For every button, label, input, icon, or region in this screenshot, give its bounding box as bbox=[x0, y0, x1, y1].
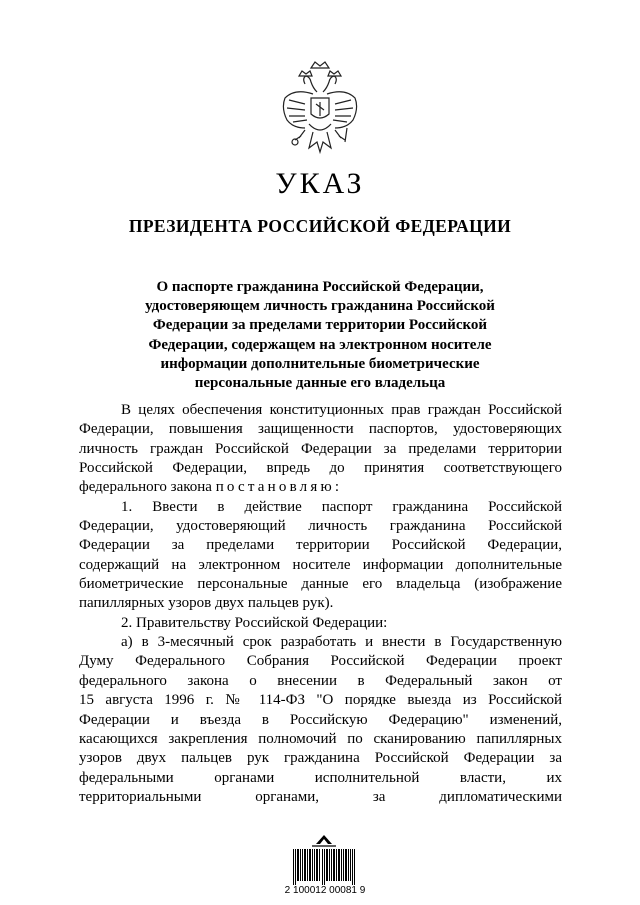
barcode-number: 2 100012 00081 9 bbox=[284, 885, 366, 896]
paragraph-2a-line: Федерации и въезда в Российскую Федерацию" изменений, bbox=[79, 711, 562, 728]
intro-prefix: федерального закона bbox=[79, 479, 216, 496]
paragraph-2a-line: касающихся закрепления полномочий по сканированию папиллярных bbox=[79, 730, 562, 747]
barcode-logo-icon bbox=[310, 832, 338, 848]
heading-line: удостоверяющем личность гражданина Российской bbox=[145, 298, 495, 315]
paragraph-1-line: содержащий на электронном носителе информации дополнительные bbox=[79, 556, 562, 573]
paragraph-1-line: биометрические персональные данные его владельца (изображение bbox=[79, 576, 562, 593]
intro-line: Федерации, повышения защищенности паспортов, удостоверяющих bbox=[79, 421, 562, 438]
coat-of-arms-emblem bbox=[275, 58, 365, 158]
resolution-word: постановляю: bbox=[215, 479, 343, 496]
decree-body bbox=[79, 401, 562, 807]
heading-line: Федерации, содержащем на электронном носителе bbox=[148, 336, 492, 353]
intro-line: Российской Федерации, впредь до принятия соответствующего bbox=[79, 460, 562, 477]
paragraph-2a-line: а) в 3-месячный срок разработать и внести в Государственную bbox=[121, 634, 562, 651]
barcode-bars bbox=[293, 849, 355, 885]
paragraph-2a-line: федеральными органами исполнительной власти, их bbox=[79, 769, 562, 786]
paragraph-2a-line: федерального закона о внесении в Федеральный закон от bbox=[79, 672, 562, 689]
intro-line: личность граждан Российской Федерации за пределами территории bbox=[79, 440, 562, 457]
decree-heading bbox=[110, 278, 530, 393]
heading-line: Федерации за пределами территории Российской bbox=[152, 317, 488, 334]
paragraph-1-line: папиллярных узоров двух пальцев рук). bbox=[79, 595, 334, 612]
paragraph-1-line: Федерации за пределами территории Российской Федерации, bbox=[79, 537, 562, 554]
paragraph-1-line: 1. Ввести в действие паспорт гражданина Российской bbox=[121, 498, 562, 515]
intro-line: В целях обеспечения конституционных прав граждан Российской bbox=[121, 402, 562, 418]
heading-line: персональные данные его владельца bbox=[194, 375, 446, 392]
paragraph-2a-line: узоров двух пальцев рук гражданина Российской Федерации за bbox=[79, 750, 562, 767]
paragraph-2-line: 2. Правительству Российской Федерации: bbox=[121, 614, 388, 631]
paragraph-2a-line: Думу Федерального Собрания Российской Федерации проект bbox=[79, 653, 562, 670]
heading-line: информации дополнительные биометрические bbox=[160, 355, 480, 372]
document-title: УКАЗ bbox=[275, 167, 365, 200]
document-subtitle: ПРЕЗИДЕНТА РОССИЙСКОЙ ФЕДЕРАЦИИ bbox=[128, 216, 512, 236]
paragraph-1-line: Федерации, удостоверяющий личность гражданина Российской bbox=[79, 518, 562, 535]
intro-line-last bbox=[79, 478, 562, 497]
paragraph-2a-line: территориальными органами, за дипломатическими bbox=[79, 788, 562, 805]
paragraph-2a-line: 15 августа 1996 г. № 114-ФЗ "О порядке выезда из Российской bbox=[79, 692, 562, 709]
heading-line: О паспорте гражданина Российской Федерации, bbox=[156, 279, 484, 295]
barcode bbox=[284, 832, 366, 896]
